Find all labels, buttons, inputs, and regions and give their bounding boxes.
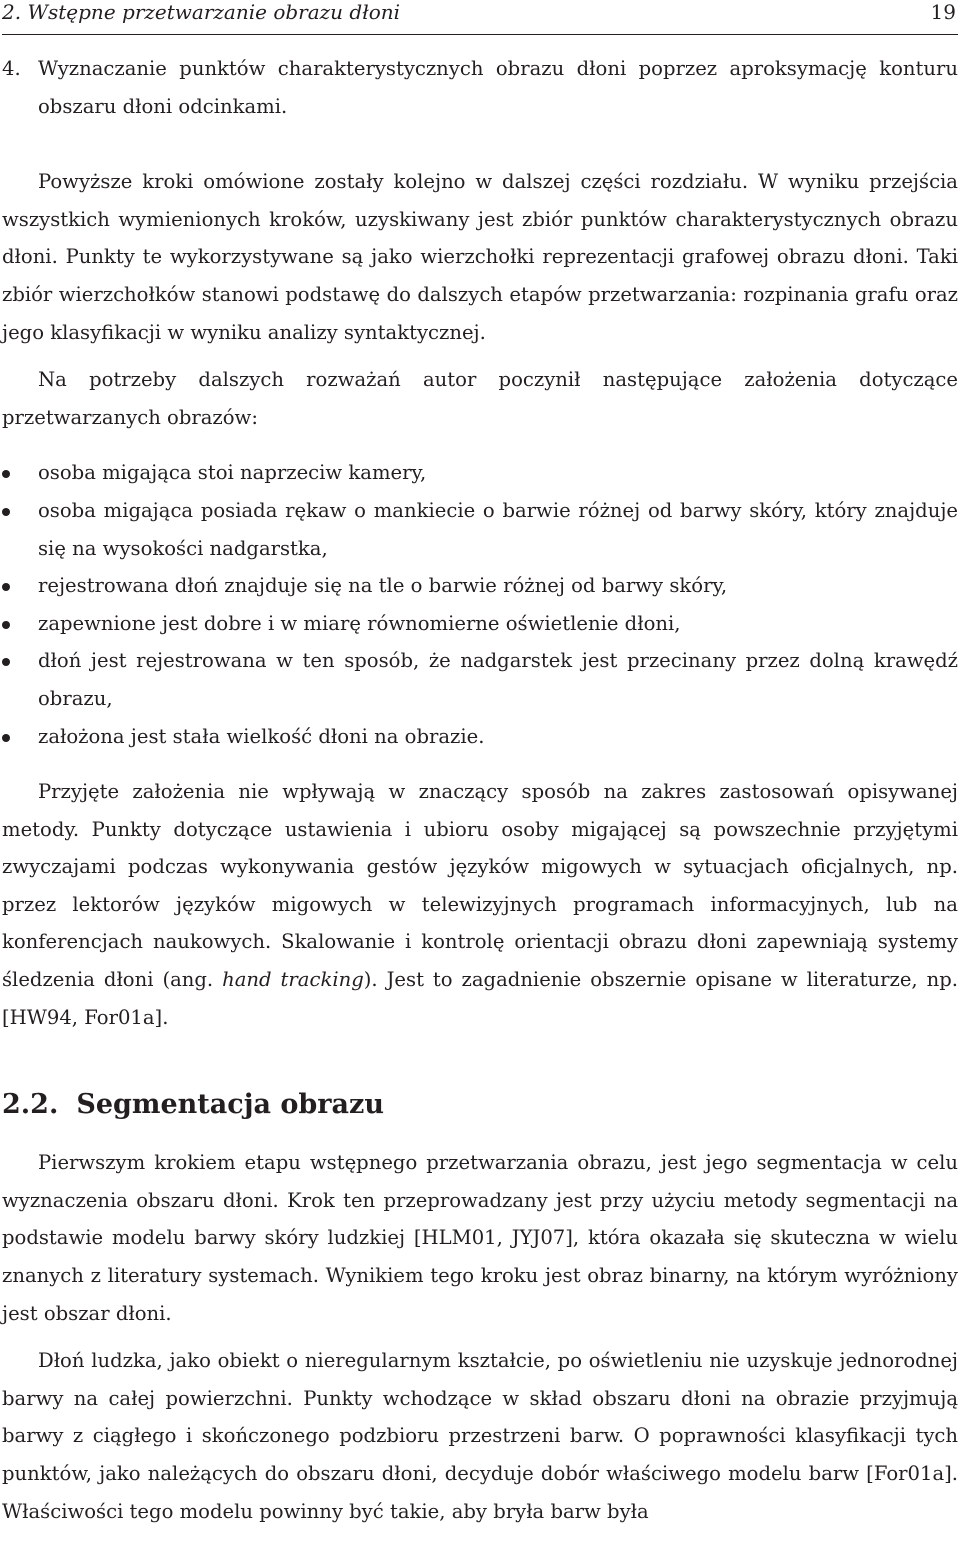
paragraph-assumptions-intro: Na potrzeby dalszych rozważań autor poczynił następujące założenia dotyczące przetwarzanych obrazów: xyxy=(2,368,958,429)
list-item-text: zapewnione jest dobre i w miarę równomierne oświetlenie dłoni, xyxy=(38,611,681,635)
list-item xyxy=(2,605,958,643)
section-heading xyxy=(2,1088,958,1122)
list-item-text: dłoń jest rejestrowana w ten sposób, że nadgarstek jest przecinany przez dolną krawędź obrazu, xyxy=(38,649,958,710)
list-item-text: osoba migająca posiada rękaw o mankiecie o barwie różnej od barwy skóry, który znajduje się na wysokości nadgarstka, xyxy=(38,498,958,560)
paragraph-hand-color: Dłoń ludzka, jako obiekt o nieregularnym kształcie, po oświetleniu nie uzyskuje jednorodnej barwy na całej powierzchni. Punkty wchodzące w skład obszaru dłoni na obrazie przyjmują barwy z ciągłego i skończonego podzbioru przestrzeni barw. O poprawności klasyfikacji tych punktów, jako należących do obszaru dłoni, decyduje dobór właściwego modelu barw [For01a]. Właściwości tego modelu powinny być takie, aby bryła barw była xyxy=(2,1349,958,1523)
paragraph-text: Przyjęte założenia nie wpływają w znaczący sposób na zakres zastosowań opisywanej metody. Punkty dotyczące ustawienia i ubioru osoby migającej są powszechnie przyjętymi zwyczajami podczas wykonywania gestów języków migowych w sytuacjach oficjalnych, np. przez lektorów języków migowych w telewizyjnych programach informacyjnych, lub na konferencjach naukowych. Skalowanie i kontrolę orientacji obrazu dłoni zapewniają systemy śledzenia dłoni (ang. xyxy=(2,780,958,992)
list-item xyxy=(2,642,958,717)
page-body xyxy=(2,50,958,1530)
paragraph-text: ). Jest to zagadnienie obszernie opisane w literaturze, np. [HW94, For01a]. xyxy=(2,968,959,1029)
numbered-item-4 xyxy=(2,50,958,125)
list-item-text: założona jest stała wielkość dłoni na obrazie. xyxy=(38,724,485,748)
paragraph-assumptions-justification xyxy=(2,773,958,1036)
running-header xyxy=(2,0,958,26)
list-item xyxy=(2,492,958,567)
section-number: 2.2. xyxy=(2,1089,59,1121)
bullet-icon xyxy=(2,508,10,516)
paragraph-segmentation-intro: Pierwszym krokiem etapu wstępnego przetwarzania obrazu, jest jego segmentacja w celu wyznaczenia obszaru dłoni. Krok ten przeprowadzany jest przy użyciu metody segmentacji na podstawie modelu barwy skóry ludzkiej [HLM01, JYJ07], która okazała się skuteczna w wielu znanych z literatury systemach. Wynikiem tego kroku jest obraz binarny, na którym wyróżniony jest obszar dłoni. xyxy=(2,1151,958,1325)
list-item-text: rejestrowana dłoń znajduje się na tle o barwie różnej od barwy skóry, xyxy=(38,574,728,598)
bullet-icon xyxy=(2,734,10,742)
chapter-title: 2. Wstępne przetwarzanie obrazu dłoni xyxy=(2,0,401,24)
header-rule xyxy=(2,34,958,35)
section-title: Segmentacja obrazu xyxy=(76,1089,384,1121)
item-text: Wyznaczanie punktów charakterystycznych obrazu dłoni poprzez aproksymację konturu obszaru dłoni odcinkami. xyxy=(38,57,958,118)
list-item xyxy=(2,718,958,756)
bullet-icon xyxy=(2,621,10,629)
bullet-icon xyxy=(2,470,10,478)
list-item xyxy=(2,454,958,492)
assumptions-list xyxy=(2,454,958,755)
bullet-icon xyxy=(2,658,10,666)
list-item-text: osoba migająca stoi naprzeciw kamery, xyxy=(38,461,427,485)
item-number: 4. xyxy=(2,57,21,80)
page-number: 19 xyxy=(930,0,956,24)
italic-term: hand tracking xyxy=(222,968,364,992)
list-item xyxy=(2,567,958,605)
bullet-icon xyxy=(2,583,10,591)
paragraph-steps-summary: Powyższe kroki omówione zostały kolejno w dalszej części rozdziału. W wyniku przejścia wszystkich wymienionych kroków, uzyskiwany jest zbiór punktów charakterystycznych obrazu dłoni. Punkty te wykorzystywane są jako wierzchołki reprezentacji grafowej obrazu dłoni. Taki zbiór wierzchołków stanowi podstawę do dalszych etapów przetwarzania: rozpinania grafu oraz jego klasyfikacji w wyniku analizy syntaktycznej. xyxy=(2,170,958,344)
